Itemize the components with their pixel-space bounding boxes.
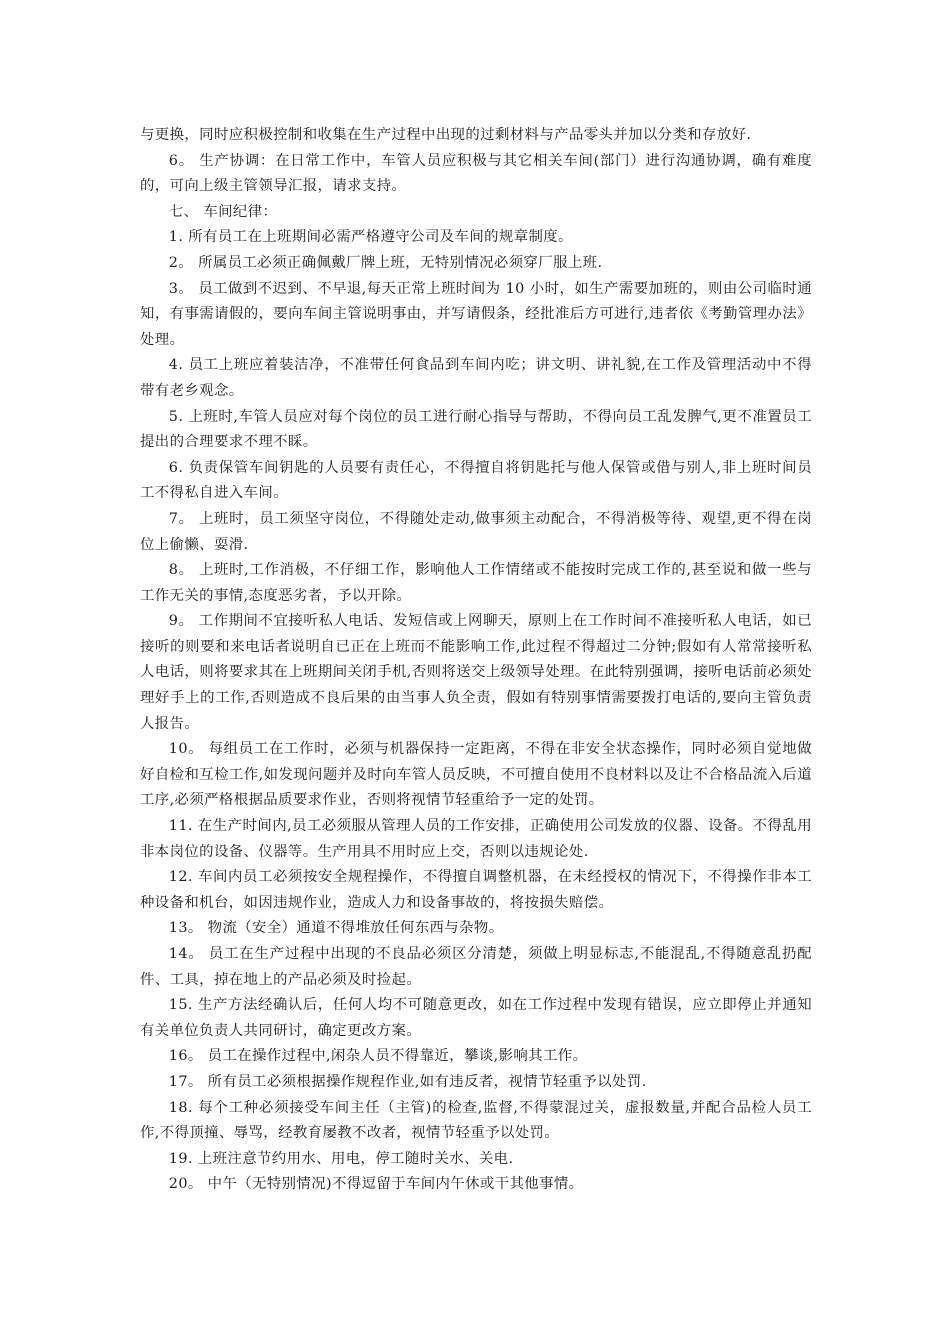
rule-18: 18. 每个工种必须接受车间主任（主管)的检查,监督,不得蒙混过关，虚报数量,并配合品检人员工作,不得顶撞、辱骂，经教育屡教不改者，视情节轻重予以处罚。 — [140, 1099, 812, 1142]
rule-15: 15. 生产方法经确认后，任何人均不可随意更改，如在工作过程中发现有错误，应立即停止并通知有关单位负责人共同研讨，确定更改方案。 — [140, 997, 812, 1039]
rule-7: 7。 上班时，员工须坚守岗位，不得随处走动,做事须主动配合，不得消极等待、观望,更不得在岗位上偷懒、耍滑. — [140, 510, 812, 553]
rule-5: 5. 上班时,车管人员应对每个岗位的员工进行耐心指导与帮助，不得向员工乱发脾气,更不准置员工提出的合理要求不理不睬。 — [140, 408, 812, 451]
rule-13: 13。 物流（安全）通道不得堆放任何东西与杂物。 — [168, 920, 504, 937]
paragraph-continuation: 与更换，同时应积极控制和收集在生产过程中出现的过剩材料与产品零头并加以分类和存放好. — [140, 127, 752, 143]
rule-11: 11. 在生产时间内,员工必须服从管理人员的工作安排，正确使用公司发放的仪器、设备。不得乱用非本岗位的设备、仪器等。生产用具不用时应上交，否则以违规论处. — [140, 818, 812, 860]
rule-1: 1. 所有员工在上班期间必需严格遵守公司及车间的规章制度。 — [168, 229, 573, 246]
rule-17: 17。 所有员工必须根据操作规程作业,如有违反者，视情节轻重予以处罚. — [168, 1073, 647, 1090]
rule-6: 6. 负责保管车间钥匙的人员要有责任心，不得擅自将钥匙托与他人保管或借与别人,非上班时间员工不得私自进入车间。 — [140, 459, 812, 502]
document-page — [140, 123, 812, 1198]
rule-12: 12. 车间内员工必须按安全规程操作，不得擅自调整机器，在未经授权的情况下，不得操作非本工种设备和机台，如因违规作业，造成人力和设备事故的，将按损失赔偿。 — [140, 869, 812, 911]
rule-19: 19. 上班注意节约用水、用电，停工随时关水、关电. — [168, 1150, 514, 1167]
rule-8: 8。 上班时,工作消极，不仔细工作，影响他人工作情绪或不能按时完成工作的,甚至说和做一些与工作无关的事情,态度恶劣者，予以开除。 — [140, 562, 812, 604]
paragraph-production-coordination: 6。 生产协调：在日常工作中，车管人员应积极与其它相关车间(部门）进行沟通协调，确有难度的，可向上级主管领导汇报，请求支持。 — [140, 152, 812, 195]
section-heading-workshop-discipline: 七、 车间纪律： — [168, 203, 278, 220]
rule-3: 3。 员工做到不迟到、不早退,每天正常上班时间为 10 小时，如生产需要加班的，则由公司临时通知，有事需请假的，要向车间主管说明事由，并写请假条，经批准后方可进行,违者依《考勤管理办法》处理。 — [140, 280, 812, 348]
rule-16: 16。 员工在操作过程中,闲杂人员不得靠近，攀谈,影响其工作。 — [168, 1048, 588, 1065]
rule-14: 14。 员工在生产过程中出现的不良品必须区分清楚，须做上明显标志,不能混乱,不得随意乱扔配件、工具，掉在地上的产品必须及时捡起。 — [140, 946, 812, 988]
rule-10: 10。 每组员工在工作时，必须与机器保持一定距离，不得在非安全状态操作，同时必须自觉地做好自检和互检工作,如发现问题并及时向车管人员反映，不可擅自使用不良材料以及让不合格品流入后道工序,必须严格根据品质要求作业，否则将视情节轻重给予一定的处罚。 — [140, 741, 812, 809]
rule-9: 9。 工作期间不宜接听私人电话、发短信或上网聊天，原则上在工作时间不准接听私人电话，如已接听的则要和来电话者说明自已正在上班而不能影响工作,此过程不得超过二分钟;假如有人常常接听私人电话，则将要求其在上班期间关闭手机,否则将送交上级领导处理。在此特别强调，接听电话前必须处理好手上的工作,否则造成不良后果的由当事人负全责，假如有特别事情需要拨打电话的,要向主管负责人报告。 — [140, 613, 812, 732]
rule-2: 2。 所属员工必须正确佩戴厂牌上班，无特别情况必须穿厂服上班. — [168, 254, 603, 271]
rule-20: 20。 中午（无特别情况)不得逗留于车间内午休或干其他事情。 — [168, 1176, 584, 1193]
rule-4: 4. 员工上班应着装洁净，不准带任何食品到车间内吃；讲文明、讲礼貌,在工作及管理活动中不得带有老乡观念。 — [140, 357, 812, 399]
